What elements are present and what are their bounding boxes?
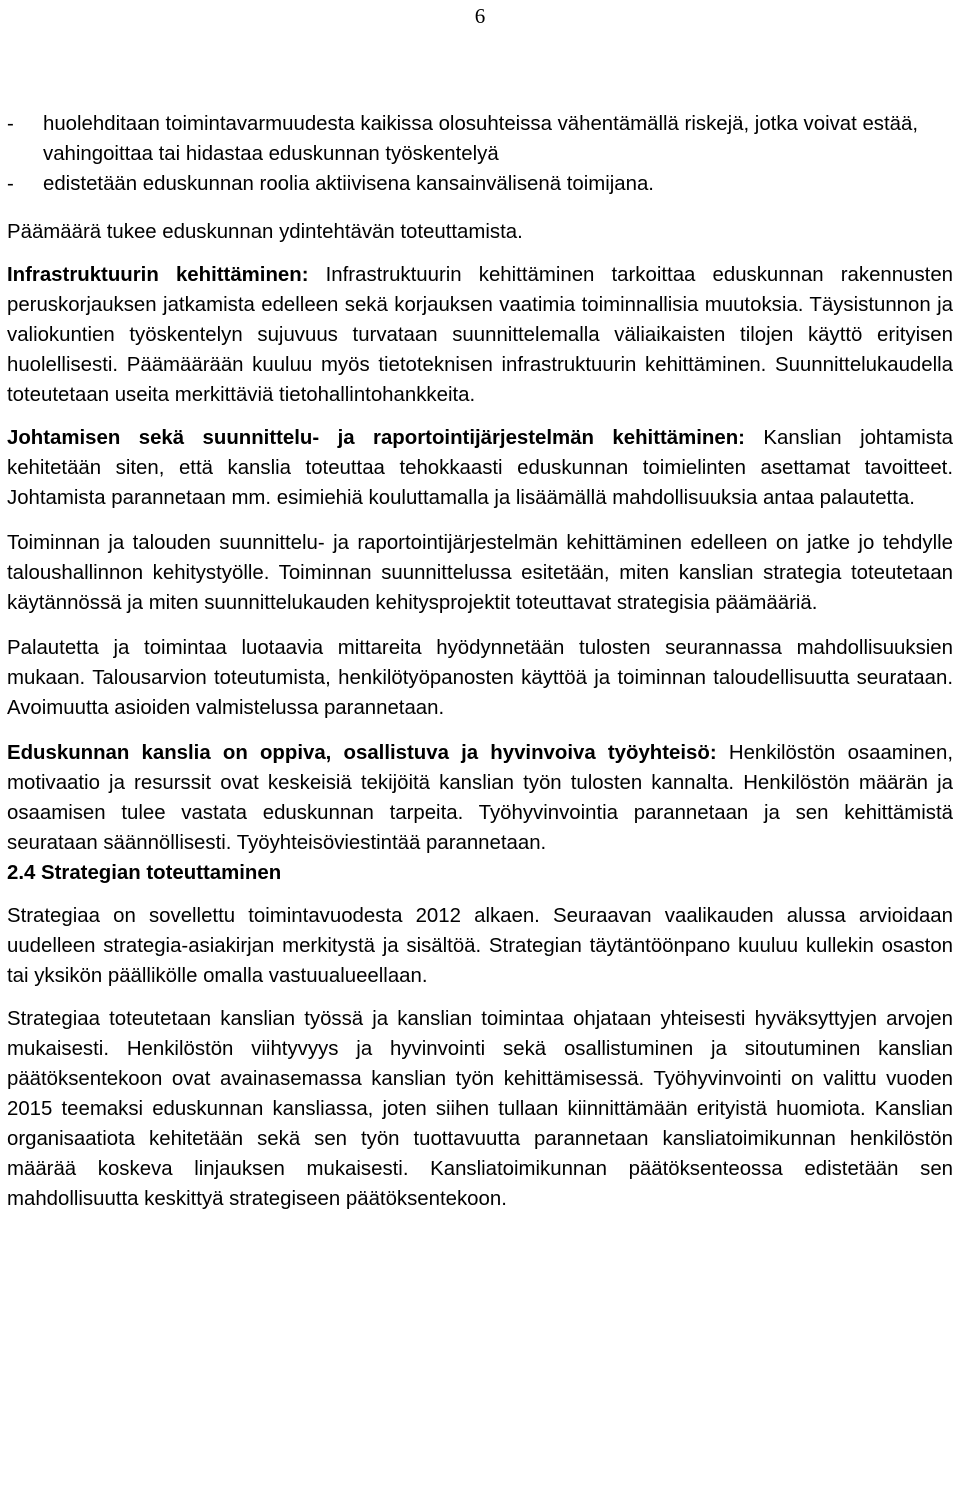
page-content [7,109,953,1214]
workplace-text: Henkilöstön osaaminen, motivaatio ja resurssit ovat keskeisiä tekijöitä kanslian työn tulosten kannalta. Henkilöstön määrän ja osaamisen tulee vastata eduskunnan tarpeita. Työhyvinvointia parannetaan ja sen kehittämistä seurataan säännöllisesti. Työyhteisöviestintää parannetaan. [7,742,953,854]
section-paragraph: Strategiaa on sovellettu toimintavuodesta 2012 alkaen. Seuraavan vaalikauden alussa arvioidaan uudelleen strategia-asiakirjan merkitystä ja sisältöä. Strategian täytäntöönpano kuuluu kullekin osaston tai yksikön päällikölle omalla vastuualueellaan. [7,905,953,987]
list-item-text: edistetään eduskunnan roolia aktiivisena kansainvälisenä toimijana. [43,173,654,195]
list-item [7,109,953,169]
section-heading: 2.4 Strategian toteuttaminen [7,862,282,884]
feedback-paragraph: Palautetta ja toimintaa luotaavia mittareita hyödynnetään tulosten seurannassa mahdollisuuksien mukaan. Talousarvion toteutumista, henkilötyöpanosten käyttöä ja toiminnan taloudellisuutta seurataan. Avoimuutta asioiden valmistelussa parannetaan. [7,637,953,719]
management-text: Kanslian johtamista kehitetään siten, että kanslia toteuttaa tehokkaasti eduskunnan toimielinten asettamat tavoitteet. Johtamista parannetaan mm. esimiehiä kouluttamalla ja lisäämällä mahdollisuuksia antaa palautetta. [7,427,953,509]
goal-statement: Päämäärä tukee eduskunnan ydintehtävän toteuttamista. [7,221,523,243]
page-number: 6 [474,4,486,28]
management-paragraph [7,423,953,513]
list-item [7,169,953,199]
infrastructure-heading: Infrastruktuurin kehittäminen: [7,264,309,286]
workplace-heading: Eduskunnan kanslia on oppiva, osallistuva ja hyvinvoiva työyhteisö: [7,742,717,764]
list-dash: - [7,113,14,135]
infrastructure-paragraph [7,260,953,410]
management-heading: Johtamisen sekä suunnittelu- ja raportointijärjestelmän kehittäminen: [7,427,745,449]
planning-paragraph: Toiminnan ja talouden suunnittelu- ja raportointijärjestelmän kehittäminen edelleen on jatke jo tehdylle taloushallinnon kehitystyölle. Toiminnan suunnittelussa esitetään, miten kanslian strategia toteutetaan käytännössä ja miten suunnittelukauden kehitysprojektit toteuttavat strategisia päämääriä. [7,532,953,614]
infrastructure-text: Infrastruktuurin kehittäminen tarkoittaa eduskunnan rakennusten peruskorjauksen jatkamista edelleen sekä korjauksen vaatimia toiminnallisia muutoksia. Täysistunnon ja valiokuntien työskentelyn sujuvuus turvataan suunnittelemalla väliaikaisten tilojen käyttö erityisen huolellisesti. Päämäärään kuuluu myös tietoteknisen infrastruktuurin kehittäminen. Suunnittelukaudella toteutetaan useita merkittäviä tietohallintohankkeita. [7,264,953,406]
list-dash: - [7,173,14,195]
list-item-text: huolehditaan toimintavarmuudesta kaikissa olosuhteissa vähentämällä riskejä, jotka voivat estää, vahingoittaa tai hidastaa eduskunnan työskentelyä [43,113,919,165]
workplace-paragraph [7,738,953,858]
section-paragraph: Strategiaa toteutetaan kanslian työssä ja kanslian toimintaa ohjataan yhteisesti hyväksyttyjen arvojen mukaisesti. Henkilöstön viihtyvyys ja hyvinvointi sekä osallistuminen ja sitoutuminen kanslian päätöksentekoon ovat avainasemassa kanslian työn kehittämisessä. Työhyvinvointi on valittu vuoden 2015 teemaksi eduskunnan kansliassa, joten siihen tullaan kiinnittämään erityistä huomiota. Kanslian organisaatiota kehitetään sekä sen työn tuottavuutta parannetaan kansliatoimikunnan henkilöstön määrää koskeva linjauksen mukaisesti. Kansliatoimikunnan päätöksenteossa edistetään sen mahdollisuutta keskittyä strategiseen päätöksentekoon. [7,1008,953,1210]
